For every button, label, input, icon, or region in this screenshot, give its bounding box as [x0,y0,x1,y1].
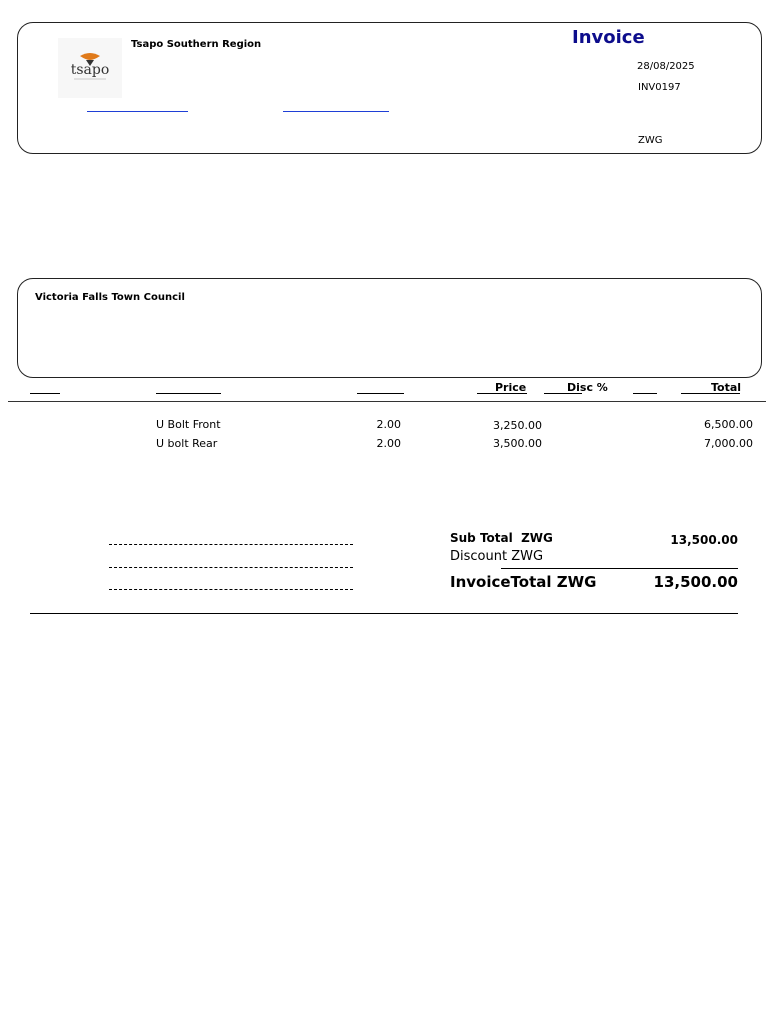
subtotal-value: 13,500.00 [670,533,738,547]
invoice-currency: ZWG [638,135,663,146]
item-qty: 2.00 [376,437,401,450]
item-description: U Bolt Front [156,418,221,431]
item-total: 7,000.00 [704,437,753,450]
discount-label: Discount ZWG [450,549,544,564]
col-underline-description [156,393,221,394]
item-qty: 2.00 [376,418,401,431]
svg-text:tsapo: tsapo [70,62,110,78]
invoice-number: INV0197 [638,82,681,93]
blank-link-2[interactable] [283,111,389,112]
invoice-total-value: 13,500.00 [653,573,738,591]
footer-rule [30,613,738,614]
blank-link-1[interactable] [87,111,188,112]
item-description: U bolt Rear [156,437,218,450]
col-underline-8 [633,393,657,394]
dashed-line-3 [109,589,353,590]
dashed-line-1 [109,544,353,545]
customer-name: Victoria Falls Town Council [35,292,185,303]
col-underline-qty [357,393,404,394]
col-underline-1 [30,393,60,394]
item-total: 6,500.00 [704,418,753,431]
company-name: Tsapo Southern Region [131,39,262,50]
item-price: 3,500.00 [493,437,542,450]
header-rule [8,401,766,402]
total-rule [501,568,738,569]
invoice-date: 28/08/2025 [637,61,695,72]
document-title: Invoice [572,27,645,48]
company-logo [58,38,122,98]
subtotal-label: Sub Total ZWG [450,531,553,545]
invoice-total-label: InvoiceTotal ZWG [450,573,597,591]
dashed-line-2 [109,567,353,568]
col-header-total: Total [711,381,742,394]
col-header-price: Price [495,381,527,394]
col-header-disc: Disc % [567,381,608,394]
item-price: 3,250.00 [493,419,542,432]
